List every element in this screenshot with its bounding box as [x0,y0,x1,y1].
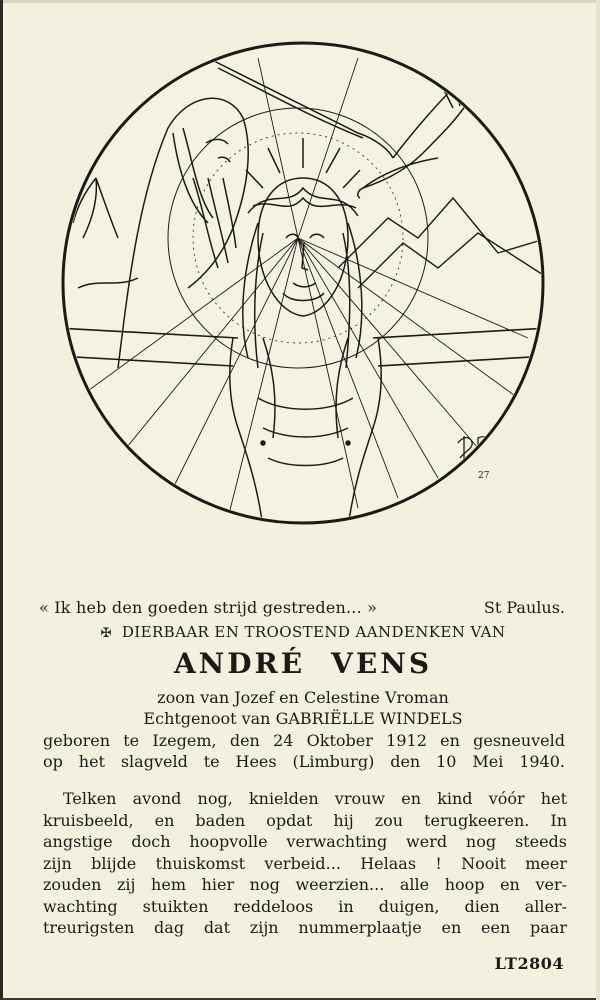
paragraph-line: zijn blijde thuiskomst verbeid... Helaas ! Nooit meer [43,853,567,873]
card-top-edge [3,0,600,3]
card-right-edge [596,0,600,1000]
artist-monogram-year: 27 [478,471,490,481]
archive-code: LT2804 [494,954,564,973]
death-line: op het slagveld te Hees (Limburg) den 10 Mei 1940. [43,752,565,771]
deceased-first-name: ANDRÉ [173,647,306,680]
cross-icon: ✠ [100,626,112,641]
paragraph-line: zouden zij hem hier nog weerzien... alle hoop en ver- [43,875,567,894]
deceased-name [3,647,600,681]
memorial-heading-text: DIERBAAR EN TROOSTEND AANDENKEN VAN [121,623,506,641]
birth-line: geboren te Izegem, den 24 Oktober 1912 en gesneuveld [43,731,565,750]
spouse-line: Echtgenoot van GABRIËLLE WINDELS [143,709,463,728]
bible-quote: « Ik heb den goeden strijd gestreden... » [39,598,378,617]
paragraph-line: treurigsten dag dat zijn nummerplaatje en een paar [43,918,567,937]
quote-attribution: St Paulus. [483,598,565,617]
paragraph-line: angstige doch hoopvolle verwachting werd nog steeds [43,832,567,851]
medallion-circle [63,43,543,523]
crucifixion-illustration [58,38,548,528]
paragraph-line: Telken avond nog, knielden vrouw en kind vóór het [63,789,567,808]
deceased-last-name: VENS [331,647,433,680]
parents-line: zoon van Jozef en Celestine Vroman [157,688,449,707]
memorial-heading [3,622,600,644]
paragraph-line: wachting stuikten reddeloos in duigen, dien aller- [43,896,567,916]
memorial-paragraph [43,788,567,939]
paragraph-line: kruisbeeld, en baden opdat hij zou terugkeeren. In [43,810,567,830]
